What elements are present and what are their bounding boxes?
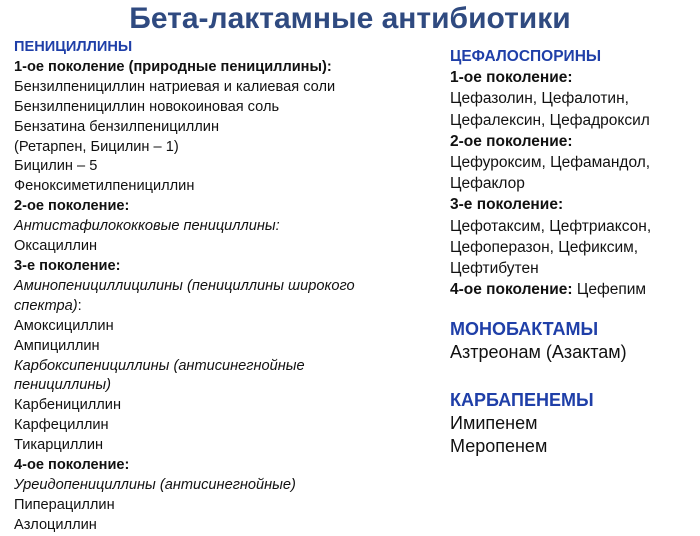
penicillins-gen3-note2: Карбоксипенициллины (антисинегнойные [14,357,305,374]
penicillins-gen1-heading: 1-ое поколение (природные пенициллины): [14,58,332,75]
list-item: Цефуроксим, Цефамандол, [450,154,651,172]
list-item: Имипенем [450,413,538,434]
penicillins-gen3-note2-cont: пенициллины) [14,377,111,394]
list-item: Цефтибутен [450,260,539,278]
monobactams-header: МОНОБАКТАМЫ [450,319,599,340]
list-item: Пиперациллин [14,496,115,513]
penicillins-gen4-note: Уреидопенициллины (антисинегнойные) [14,476,296,493]
cephalosporins-gen4-item: Цефепим [572,281,647,299]
penicillins-gen3-note-line2: спектра) [14,297,78,314]
list-item: Бензатина бензилпенициллин [14,118,220,135]
list-item: Тикарциллин [14,437,104,454]
cephalosporins-gen1-heading: 1-ое поколение: [450,69,573,87]
list-item: Амоксициллин [14,317,114,334]
list-item: Бицилин – 5 [14,158,98,175]
list-item: Азлоциллин [14,516,97,533]
page-title: Бета-лактамные антибиотики [129,2,571,35]
list-item: Карбенициллин [14,397,122,414]
list-item: Цефаклор [450,175,525,193]
penicillins-gen3-note: Аминопенициллицилины (пенициллины широкого [14,277,355,294]
list-item: Азтреонам (Азактам) [450,342,627,363]
list-item: Цефоперазон, Цефиксим, [450,238,639,256]
list-item: (Ретарпен, Бицилин – 1) [14,138,179,155]
list-item: Ампициллин [14,337,100,354]
list-item: Оксациллин [14,238,98,255]
penicillins-gen3-heading: 3-е поколение: [14,257,121,274]
penicillins-gen2-note: Антистафилококковые пенициллины: [14,218,280,235]
penicillins-gen3-note-colon: : [77,297,82,314]
list-item: Цефотаксим, Цефтриаксон, [450,217,652,235]
list-item: Цефалексин, Цефадроксил [450,111,650,129]
cephalosporins-gen2-heading: 2-ое поколение: [450,132,573,150]
list-item: Бензилпенициллин натриевая и калиевая соли [14,78,336,95]
list-item: Бензилпенициллин новокоиновая соль [14,98,280,115]
other-classes-column [450,46,700,458]
list-item: Меропенем [450,436,548,457]
cephalosporins-gen4-heading: 4-ое поколение: [450,281,573,299]
penicillins-column [14,38,414,536]
penicillins-header: ПЕНИЦИЛЛИНЫ [14,39,133,55]
penicillins-gen3-note-cont [14,297,414,317]
list-item: Цефазолин, Цефалотин, [450,90,629,108]
cephalosporins-gen4-row [450,279,700,300]
list-item: Феноксиметилпенициллин [14,178,195,195]
carbapenems-header: КАРБАПЕНЕМЫ [450,390,594,411]
list-item: Карфециллин [14,417,109,434]
cephalosporins-gen3-heading: 3-е поколение: [450,196,564,214]
penicillins-gen4-heading: 4-ое поколение: [14,457,130,474]
cephalosporins-header: ЦЕФАЛОСПОРИНЫ [450,48,602,65]
penicillins-gen2-heading: 2-ое поколение: [14,198,130,215]
